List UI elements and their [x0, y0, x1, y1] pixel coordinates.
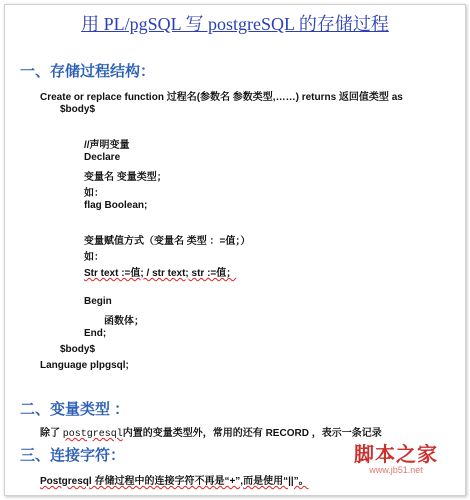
watermark-main: 脚本之家 [354, 444, 438, 466]
section2-text [40, 424, 382, 440]
section3-heading: 三、连接字符： [20, 447, 126, 464]
section1-heading: 一、存储过程结构： [20, 63, 156, 80]
code-line-language: Language plpgsql; [40, 360, 129, 371]
code-line-function-body: 函数体； [104, 316, 144, 327]
code-line-example-label: 如： [84, 188, 104, 199]
code-line-example-label-2: 如： [84, 252, 104, 263]
code-line-body-start: $body$ [60, 104, 96, 115]
section2-text-pre: 除了 [40, 428, 63, 439]
section2-text-post: 内置的变量类型外，常用的还有 RECORD ，表示一条记录 [122, 428, 382, 439]
code-line-declare: Declare [84, 152, 121, 163]
code-line-body-end: $body$ [60, 344, 96, 355]
code-line-comment: //声明变量 [84, 140, 130, 151]
watermark-sub: www.jb51.net [369, 465, 423, 475]
section3-text: Postgresql 存储过程中的连接字符不再是“+”,而是使用“||”。 [40, 476, 309, 487]
code-line-var-decl: 变量名 变量类型； [84, 172, 167, 183]
code-line-create: Create or replace function 过程名(参数名 参数类型,……) returns 返回值类型 as [40, 92, 403, 103]
code-line-begin: Begin [84, 296, 112, 307]
document-title: 用 PL/pgSQL 写 postgreSQL 的存储过程 [81, 14, 389, 34]
section2-text-mono: postgresql [62, 429, 123, 440]
watermark-logo [336, 438, 456, 475]
code-line-assign: 变量赋值方式（变量名 类型 ：=值；） [84, 236, 251, 247]
code-line-flag: flag Boolean; [84, 200, 148, 211]
section2-heading: 二、变量类型 ： [20, 401, 130, 418]
code-line-end: End; [84, 328, 107, 339]
code-line-str: Str text :=值; / str text; str :=值； [84, 268, 237, 279]
